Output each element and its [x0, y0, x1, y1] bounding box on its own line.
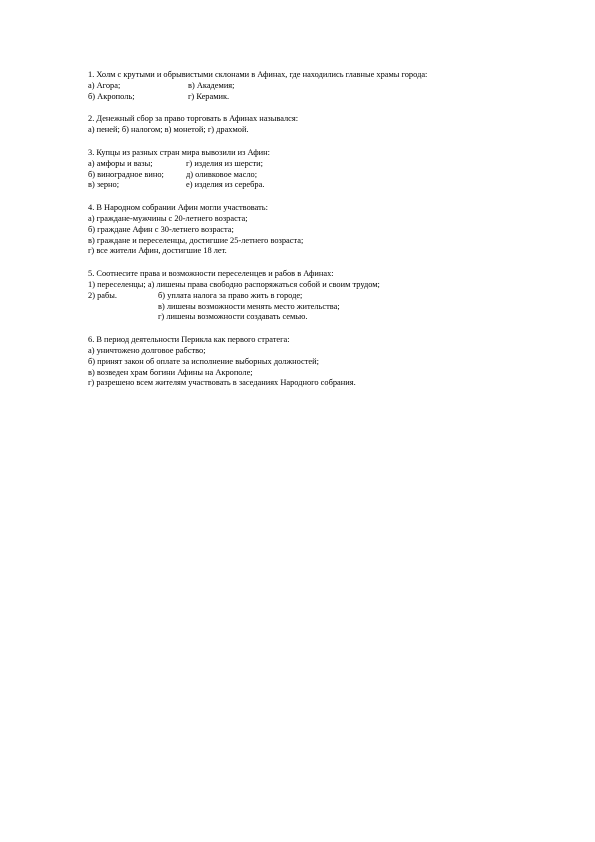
- answer-option: б) граждане Афин с 30-летнего возраста;: [88, 224, 234, 234]
- question-title: 4. В Народном собрании Афин могли участвовать:: [88, 203, 268, 213]
- answer-option: г) изделия из шерсти;: [186, 158, 263, 168]
- question-title: 6. В период деятельности Перикла как первого стратега:: [88, 335, 290, 345]
- answer-row: [88, 180, 558, 191]
- answer-option: г) разрешено всем жителям участвовать в заседаниях Народного собрания.: [88, 378, 356, 388]
- answer-option: а) Агора;: [88, 80, 121, 90]
- answer-option: а) амфоры и вазы;: [88, 158, 153, 168]
- answer-row: [88, 81, 558, 92]
- answer-option: а) пеней; б) налогом; в) монетой; г) драхмой.: [88, 125, 249, 135]
- question-2: [88, 114, 558, 136]
- answer-option: а) граждане-мужчины с 20-летнего возраста;: [88, 213, 248, 223]
- answer-option: г) все жители Афин, достигшие 18 лет.: [88, 246, 227, 256]
- answer-option: б) уплата налога за право жить в городе;: [158, 290, 303, 300]
- answer-option: в) возведен храм богини Афины на Акрополе;: [88, 367, 253, 377]
- answer-option: а) уничтожено долговое рабство;: [88, 345, 206, 355]
- question-3: [88, 148, 558, 191]
- answer-option: е) изделия из серебра.: [186, 180, 265, 190]
- answer-option: в) зерно;: [88, 180, 120, 190]
- question-title: 5. Соотнесите права и возможности переселенцев и рабов в Афинах:: [88, 269, 334, 279]
- answer-option: г) Керамик.: [188, 91, 230, 101]
- answer-row: [88, 170, 558, 181]
- answer-row: [88, 291, 558, 302]
- test-questions: [88, 70, 558, 389]
- question-1: [88, 70, 558, 102]
- answer-option: б) виноградное вино;: [88, 169, 164, 179]
- question-title: 3. Купцы из разных стран мира вывозили из Афин:: [88, 147, 270, 157]
- answer-option: в) граждане и переселенцы, достигшие 25-летнего возраста;: [88, 235, 304, 245]
- question-5: [88, 269, 558, 323]
- answer-option: в) Академия;: [188, 80, 235, 90]
- question-title: 1. Холм с крутыми и обрывистыми склонами в Афинах, где находились главные храмы города:: [88, 70, 428, 79]
- question-4: [88, 203, 558, 257]
- answer-option: б) принят закон об оплате за исполнение выборных должностей;: [88, 356, 319, 366]
- answer-option: 1) переселенцы; а) лишены права свободно распоряжаться собой и своим трудом;: [88, 279, 380, 289]
- answer-option: 2) рабы.: [88, 290, 117, 300]
- question-title: 2. Денежный сбор за право торговать в Афинах назывался:: [88, 114, 299, 124]
- answer-row: [88, 159, 558, 170]
- answer-option: г) лишены возможности создавать семью.: [158, 312, 308, 322]
- answer-option: д) оливковое масло;: [186, 169, 258, 179]
- answer-row: [88, 92, 558, 103]
- answer-option: б) Акрополь;: [88, 91, 135, 101]
- answer-option: в) лишены возможности менять место жительства;: [158, 301, 340, 311]
- question-6: [88, 335, 558, 389]
